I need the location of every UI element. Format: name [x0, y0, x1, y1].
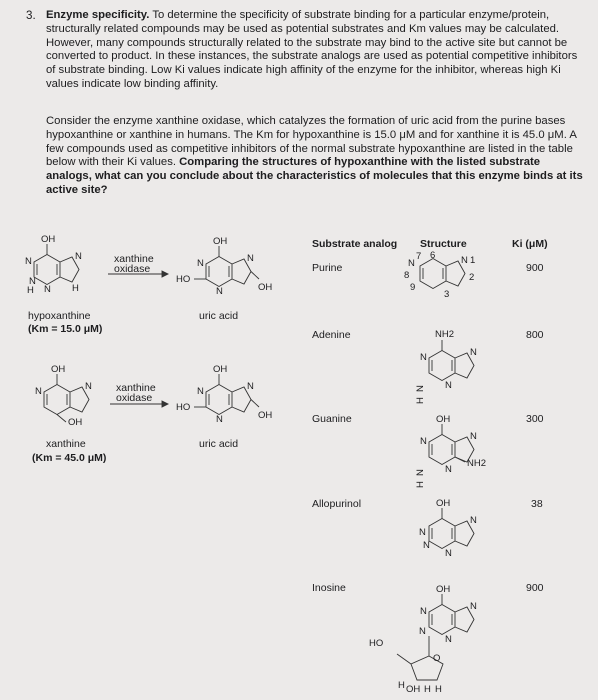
svg-text:H: H: [72, 283, 79, 294]
table-header-ki: Ki (μM): [512, 238, 548, 250]
enzyme-label-1b: oxidase: [114, 263, 151, 275]
svg-text:H: H: [415, 481, 426, 488]
svg-text:NH2: NH2: [435, 329, 455, 340]
svg-text:N: N: [197, 258, 204, 269]
row-name-allopurinol: Allopurinol: [312, 498, 362, 510]
svg-text:OH: OH: [213, 236, 228, 247]
svg-text:H: H: [435, 684, 442, 695]
svg-text:H: H: [27, 285, 34, 296]
svg-text:N: N: [29, 276, 36, 287]
enzyme-label-2a: xanthine: [116, 382, 156, 394]
svg-text:OH: OH: [436, 414, 451, 425]
svg-text:N: N: [445, 548, 452, 559]
hypoxanthine-km: (Km = 15.0 μM): [28, 323, 103, 335]
svg-text:N: N: [408, 258, 415, 269]
svg-text:N: N: [415, 385, 426, 392]
svg-text:OH: OH: [436, 498, 451, 509]
svg-text:N: N: [247, 381, 254, 392]
svg-text:N: N: [461, 255, 468, 266]
reaction-arrow-1: [108, 271, 168, 277]
svg-text:OH: OH: [68, 417, 83, 428]
svg-text:N: N: [35, 386, 42, 397]
svg-text:OH: OH: [436, 584, 451, 595]
enzyme-label-2b: oxidase: [116, 392, 153, 404]
xanthine-km: (Km = 45.0 μM): [32, 452, 107, 464]
question-number: 3.: [26, 9, 36, 22]
row-ki-inosine: 900: [526, 582, 544, 594]
hypoxanthine-structure: [25, 234, 82, 296]
adenine-structure: [415, 329, 477, 404]
row-ki-adenine: 800: [526, 329, 544, 341]
svg-text:N: N: [419, 626, 426, 637]
svg-text:N: N: [85, 381, 92, 392]
svg-text:HO: HO: [176, 274, 191, 285]
svg-text:HO: HO: [176, 402, 191, 413]
svg-text:N: N: [44, 284, 51, 295]
svg-text:OH: OH: [406, 684, 421, 695]
svg-text:OH: OH: [258, 410, 273, 421]
enzyme-label-1a: xanthine: [114, 253, 154, 265]
svg-text:OH: OH: [213, 364, 228, 375]
question-title: Enzyme specificity.: [46, 9, 150, 21]
xanthine-structure: [35, 364, 92, 428]
svg-text:N: N: [216, 286, 223, 297]
svg-text:N: N: [470, 431, 477, 442]
row-ki-guanine: 300: [526, 413, 544, 425]
svg-text:9: 9: [410, 282, 416, 293]
svg-text:N: N: [420, 606, 427, 617]
svg-text:6: 6: [430, 250, 436, 261]
table-header-structure: Structure: [420, 238, 467, 250]
purine-structure: [404, 250, 475, 300]
svg-text:8: 8: [404, 270, 410, 281]
allopurinol-structure: [419, 498, 477, 559]
uric-acid-label-1: uric acid: [199, 310, 239, 322]
row-ki-purine: 900: [526, 262, 544, 274]
row-name-adenine: Adenine: [312, 329, 351, 341]
svg-text:N: N: [25, 256, 32, 267]
paragraph-2-question: Comparing the structures of hypoxanthine with the listed substrate analogs, what can you conclude about the characteristics of molecules that this enzyme binds at its active site?: [46, 156, 583, 196]
svg-text:N: N: [470, 347, 477, 358]
svg-text:N: N: [470, 601, 477, 612]
svg-text:O: O: [433, 653, 441, 664]
svg-text:2: 2: [469, 272, 475, 283]
svg-text:N: N: [247, 253, 254, 264]
svg-text:N: N: [216, 414, 223, 425]
inosine-structure: [369, 584, 477, 695]
svg-text:OH: OH: [258, 282, 273, 293]
row-ki-allopurinol: 38: [531, 498, 543, 510]
table-header-analog: Substrate analog: [312, 238, 398, 250]
svg-text:N: N: [423, 540, 430, 551]
svg-text:N: N: [420, 352, 427, 363]
svg-text:3: 3: [444, 289, 450, 300]
svg-text:H: H: [415, 397, 426, 404]
svg-text:NH2: NH2: [467, 458, 487, 469]
svg-text:N: N: [445, 634, 452, 645]
reaction-arrow-2: [110, 401, 168, 407]
svg-text:1: 1: [470, 255, 476, 266]
svg-text:N: N: [75, 251, 82, 262]
question-intro-text: To determine the specificity of substrate binding for a particular enzyme/protein, structurally related compounds may be used as potential substrates and Km values may be calculated. However, many compounds structurally related to the substrate may bind to the active site but cannot be converted to product. In these instances, the substrate analogs are used as potential competitive inhibitors of substrate binding. Low Ki values indicate high affinity of the enzyme for the inhibitor, whereas high Ki values indicate low binding affinity.: [46, 9, 578, 90]
svg-text:H: H: [398, 680, 405, 691]
svg-text:HO: HO: [369, 638, 384, 649]
svg-text:OH: OH: [51, 364, 66, 375]
svg-text:OH: OH: [41, 234, 56, 245]
paragraph-2-text: Consider the enzyme xanthine oxidase, which catalyzes the formation of uric acid from the purine bases hypoxanthine or xanthine in humans. The Km for hypoxanthine is 15.0 μM and for xanthine it is 45.0 μM. A few compounds used as competitive inhibitors of the normal substrate hypoxanthine are listed in the table below with their Ki values.: [46, 115, 577, 169]
svg-text:7: 7: [416, 251, 422, 262]
svg-text:N: N: [420, 436, 427, 447]
svg-text:N: N: [445, 380, 452, 391]
svg-text:N: N: [470, 515, 477, 526]
uric-acid-label-2: uric acid: [199, 438, 239, 450]
hypoxanthine-label: hypoxanthine: [28, 310, 91, 322]
uric-acid-structure-2: [176, 364, 272, 425]
svg-text:N: N: [445, 464, 452, 475]
uric-acid-structure-1: [176, 236, 272, 297]
row-name-purine: Purine: [312, 262, 343, 274]
svg-text:N: N: [415, 469, 426, 476]
svg-text:H: H: [424, 684, 431, 695]
guanine-structure: [415, 414, 486, 488]
svg-text:N: N: [419, 527, 426, 538]
svg-text:N: N: [197, 386, 204, 397]
row-name-guanine: Guanine: [312, 413, 352, 425]
xanthine-label: xanthine: [46, 438, 86, 450]
row-name-inosine: Inosine: [312, 582, 346, 594]
